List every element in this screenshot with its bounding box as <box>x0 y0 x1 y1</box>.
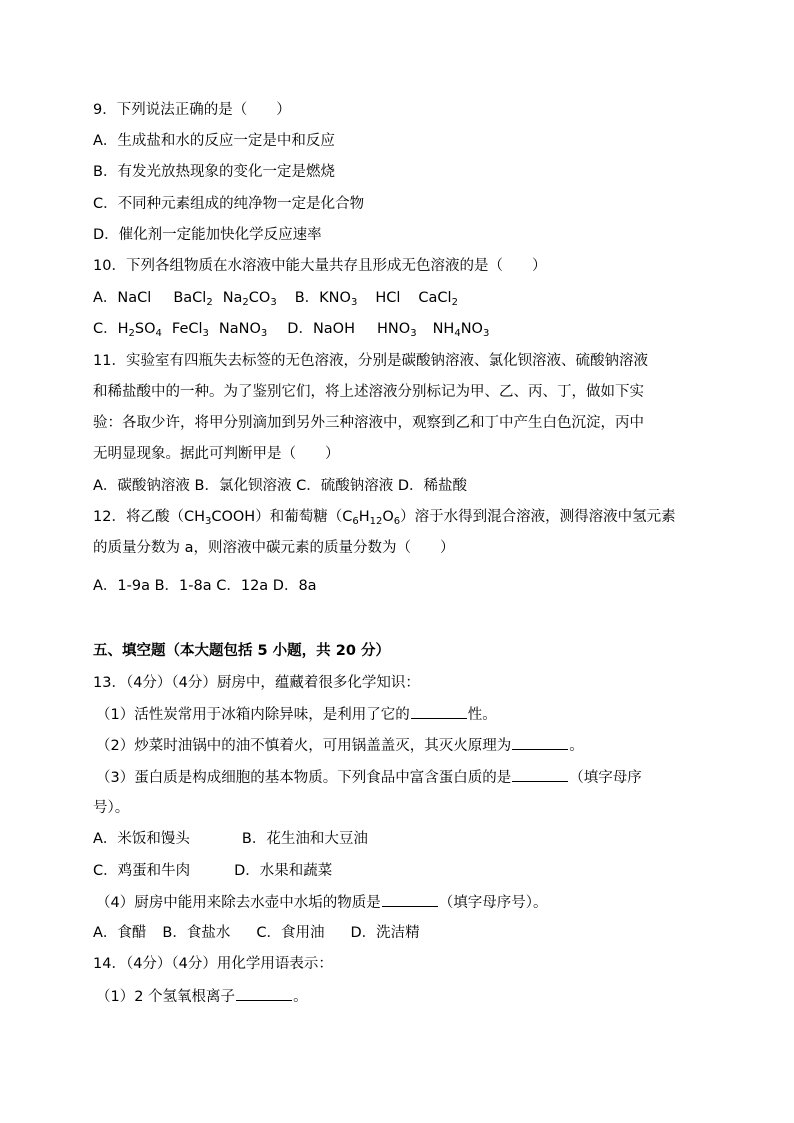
subscript: 6 <box>352 516 359 527</box>
formula: CO <box>248 290 271 306</box>
text: （填字母序号）。 <box>438 895 548 911</box>
text: （3）蛋白质是构成细胞的基本物质。下列食品中富含蛋白质的是 <box>96 770 512 786</box>
text: 。 <box>293 989 308 1005</box>
q10-b-label: B． <box>294 290 320 306</box>
text: 性。 <box>467 707 497 723</box>
subscript: 4 <box>155 328 162 339</box>
q9-option-d: D．催化剂一定能加快化学反应速率 <box>93 227 322 243</box>
formula: NaNO <box>218 321 261 337</box>
answer-blank[interactable] <box>236 986 292 1001</box>
text: （1）活性炭常用于冰箱内除异味，是利用了它的 <box>96 707 410 723</box>
formula: BaCl <box>173 290 207 306</box>
q11-options: A．碳酸钠溶液 B．氯化钡溶液 C．硫酸钠溶液 D．稀盐酸 <box>93 478 467 494</box>
subscript: 6 <box>393 516 401 527</box>
answer-blank[interactable] <box>512 767 568 782</box>
subscript: 2 <box>242 297 249 308</box>
q11-line3: 验：各取少许，将甲分别滴加到另外三种溶液中，观察到乙和丁中产生白色沉淀，丙中 <box>93 415 644 431</box>
q12-options: A．1-9a B．1-8a C．12a D．8a <box>93 578 317 594</box>
formula: CaCl <box>418 290 452 306</box>
subscript: 3 <box>204 516 212 527</box>
q13-part2 <box>96 735 584 756</box>
formula: HCl <box>375 290 401 306</box>
q13-part1 <box>96 704 497 725</box>
option-d: D．洗洁精 <box>350 925 420 941</box>
answer-blank[interactable] <box>512 735 568 750</box>
subscript: 4 <box>454 328 461 339</box>
text: （4）厨房中能用来除去水壶中水垢的物质是 <box>96 895 381 911</box>
q10-stem: 10．下列各组物质在水溶液中能大量共存且形成无色溶液的是（ ） <box>93 258 547 274</box>
q10-options-ab <box>93 288 458 308</box>
option-c: C．鸡蛋和牛肉 <box>93 863 191 879</box>
q11-line4: 无明显现象。据此可判断甲是（ ） <box>93 446 340 462</box>
text: （1）2 个氢氧根离子 <box>96 989 236 1005</box>
formula: Na <box>222 290 243 306</box>
subscript: 12 <box>369 516 383 527</box>
text: H <box>358 509 370 525</box>
formula: H <box>117 321 129 337</box>
subscript: 2 <box>451 297 458 308</box>
subscript: 2 <box>206 297 213 308</box>
option-a: A．食醋 <box>93 925 147 941</box>
q13-part3-cont: 号）。 <box>93 800 130 816</box>
q11-line2: 和稀盐酸中的一种。为了鉴别它们，将上述溶液分别标记为甲、乙、丙、丁，做如下实 <box>93 384 644 400</box>
subscript: 3 <box>270 297 277 308</box>
text: 。 <box>569 738 584 754</box>
q9-stem: 9．下列说法正确的是（ ） <box>93 102 291 118</box>
subscript: 3 <box>410 328 417 339</box>
subscript: 2 <box>128 328 135 339</box>
option-b: B．食盐水 <box>162 925 231 941</box>
q13-options-ab <box>93 829 368 849</box>
answer-blank[interactable] <box>411 704 467 719</box>
formula: NaOH <box>312 321 356 337</box>
q9-option-b: B．有发光放热现象的变化一定是燃烧 <box>93 164 335 180</box>
q14-part1 <box>96 986 308 1007</box>
q13-stem: 13．（4分）（4分）厨房中，蕴藏着很多化学知识： <box>93 675 420 691</box>
formula: SO <box>134 321 156 337</box>
formula: NaCl <box>117 290 152 306</box>
q11-line1: 11．实验室有四瓶失去标签的无色溶液，分别是碳酸钠溶液、氯化钡溶液、硫酸钠溶液 <box>93 353 648 369</box>
q13-part4 <box>96 892 547 913</box>
formula: FeCl <box>171 321 203 337</box>
q9-option-a: A．生成盐和水的反应一定是中和反应 <box>93 133 335 149</box>
section-heading: 五、填空题（本大题包括 5 小题，共 20 分） <box>93 643 390 659</box>
formula: HNO <box>377 321 411 337</box>
text: （2）炒菜时油锅中的油不慎着火，可用锅盖盖灭，其灭火原理为 <box>96 738 512 754</box>
text: O <box>382 509 394 525</box>
answer-blank[interactable] <box>382 892 438 907</box>
q10-c-label: C． <box>93 321 118 337</box>
text: COOH）和葡萄糖（C <box>211 509 353 525</box>
subscript: 3 <box>482 328 490 339</box>
formula: NO <box>460 321 483 337</box>
formula: KNO <box>319 290 351 306</box>
text: （填字母序 <box>569 770 642 786</box>
q10-d-label: D． <box>287 321 313 337</box>
text: ）溶于水得到混合溶液，测得溶液中氢元素 <box>400 509 676 525</box>
q10-options-cd <box>93 319 489 339</box>
option-c: C．食用油 <box>256 925 325 941</box>
formula: NH <box>432 321 455 337</box>
subscript: 3 <box>202 328 209 339</box>
q14-stem: 14．（4分）（4分）用化学用语表示： <box>93 956 333 972</box>
q13-part4-options <box>93 923 420 943</box>
subscript: 3 <box>350 297 358 308</box>
q13-options-cd <box>93 861 332 881</box>
q13-part3 <box>96 767 642 788</box>
q12-line1 <box>93 507 676 527</box>
subscript: 3 <box>260 328 268 339</box>
option-d: D．水果和蔬菜 <box>234 863 333 879</box>
q9-option-c: C．不同种元素组成的纯净物一定是化合物 <box>93 196 365 212</box>
option-b: B．花生油和大豆油 <box>241 831 368 847</box>
q12-line2: 的质量分数为 a，则溶液中碳元素的质量分数为（ ） <box>93 540 455 556</box>
q10-a-label: A． <box>93 290 118 306</box>
option-a: A．米饭和馒头 <box>93 831 190 847</box>
text: 12．将乙酸（CH <box>93 509 205 525</box>
